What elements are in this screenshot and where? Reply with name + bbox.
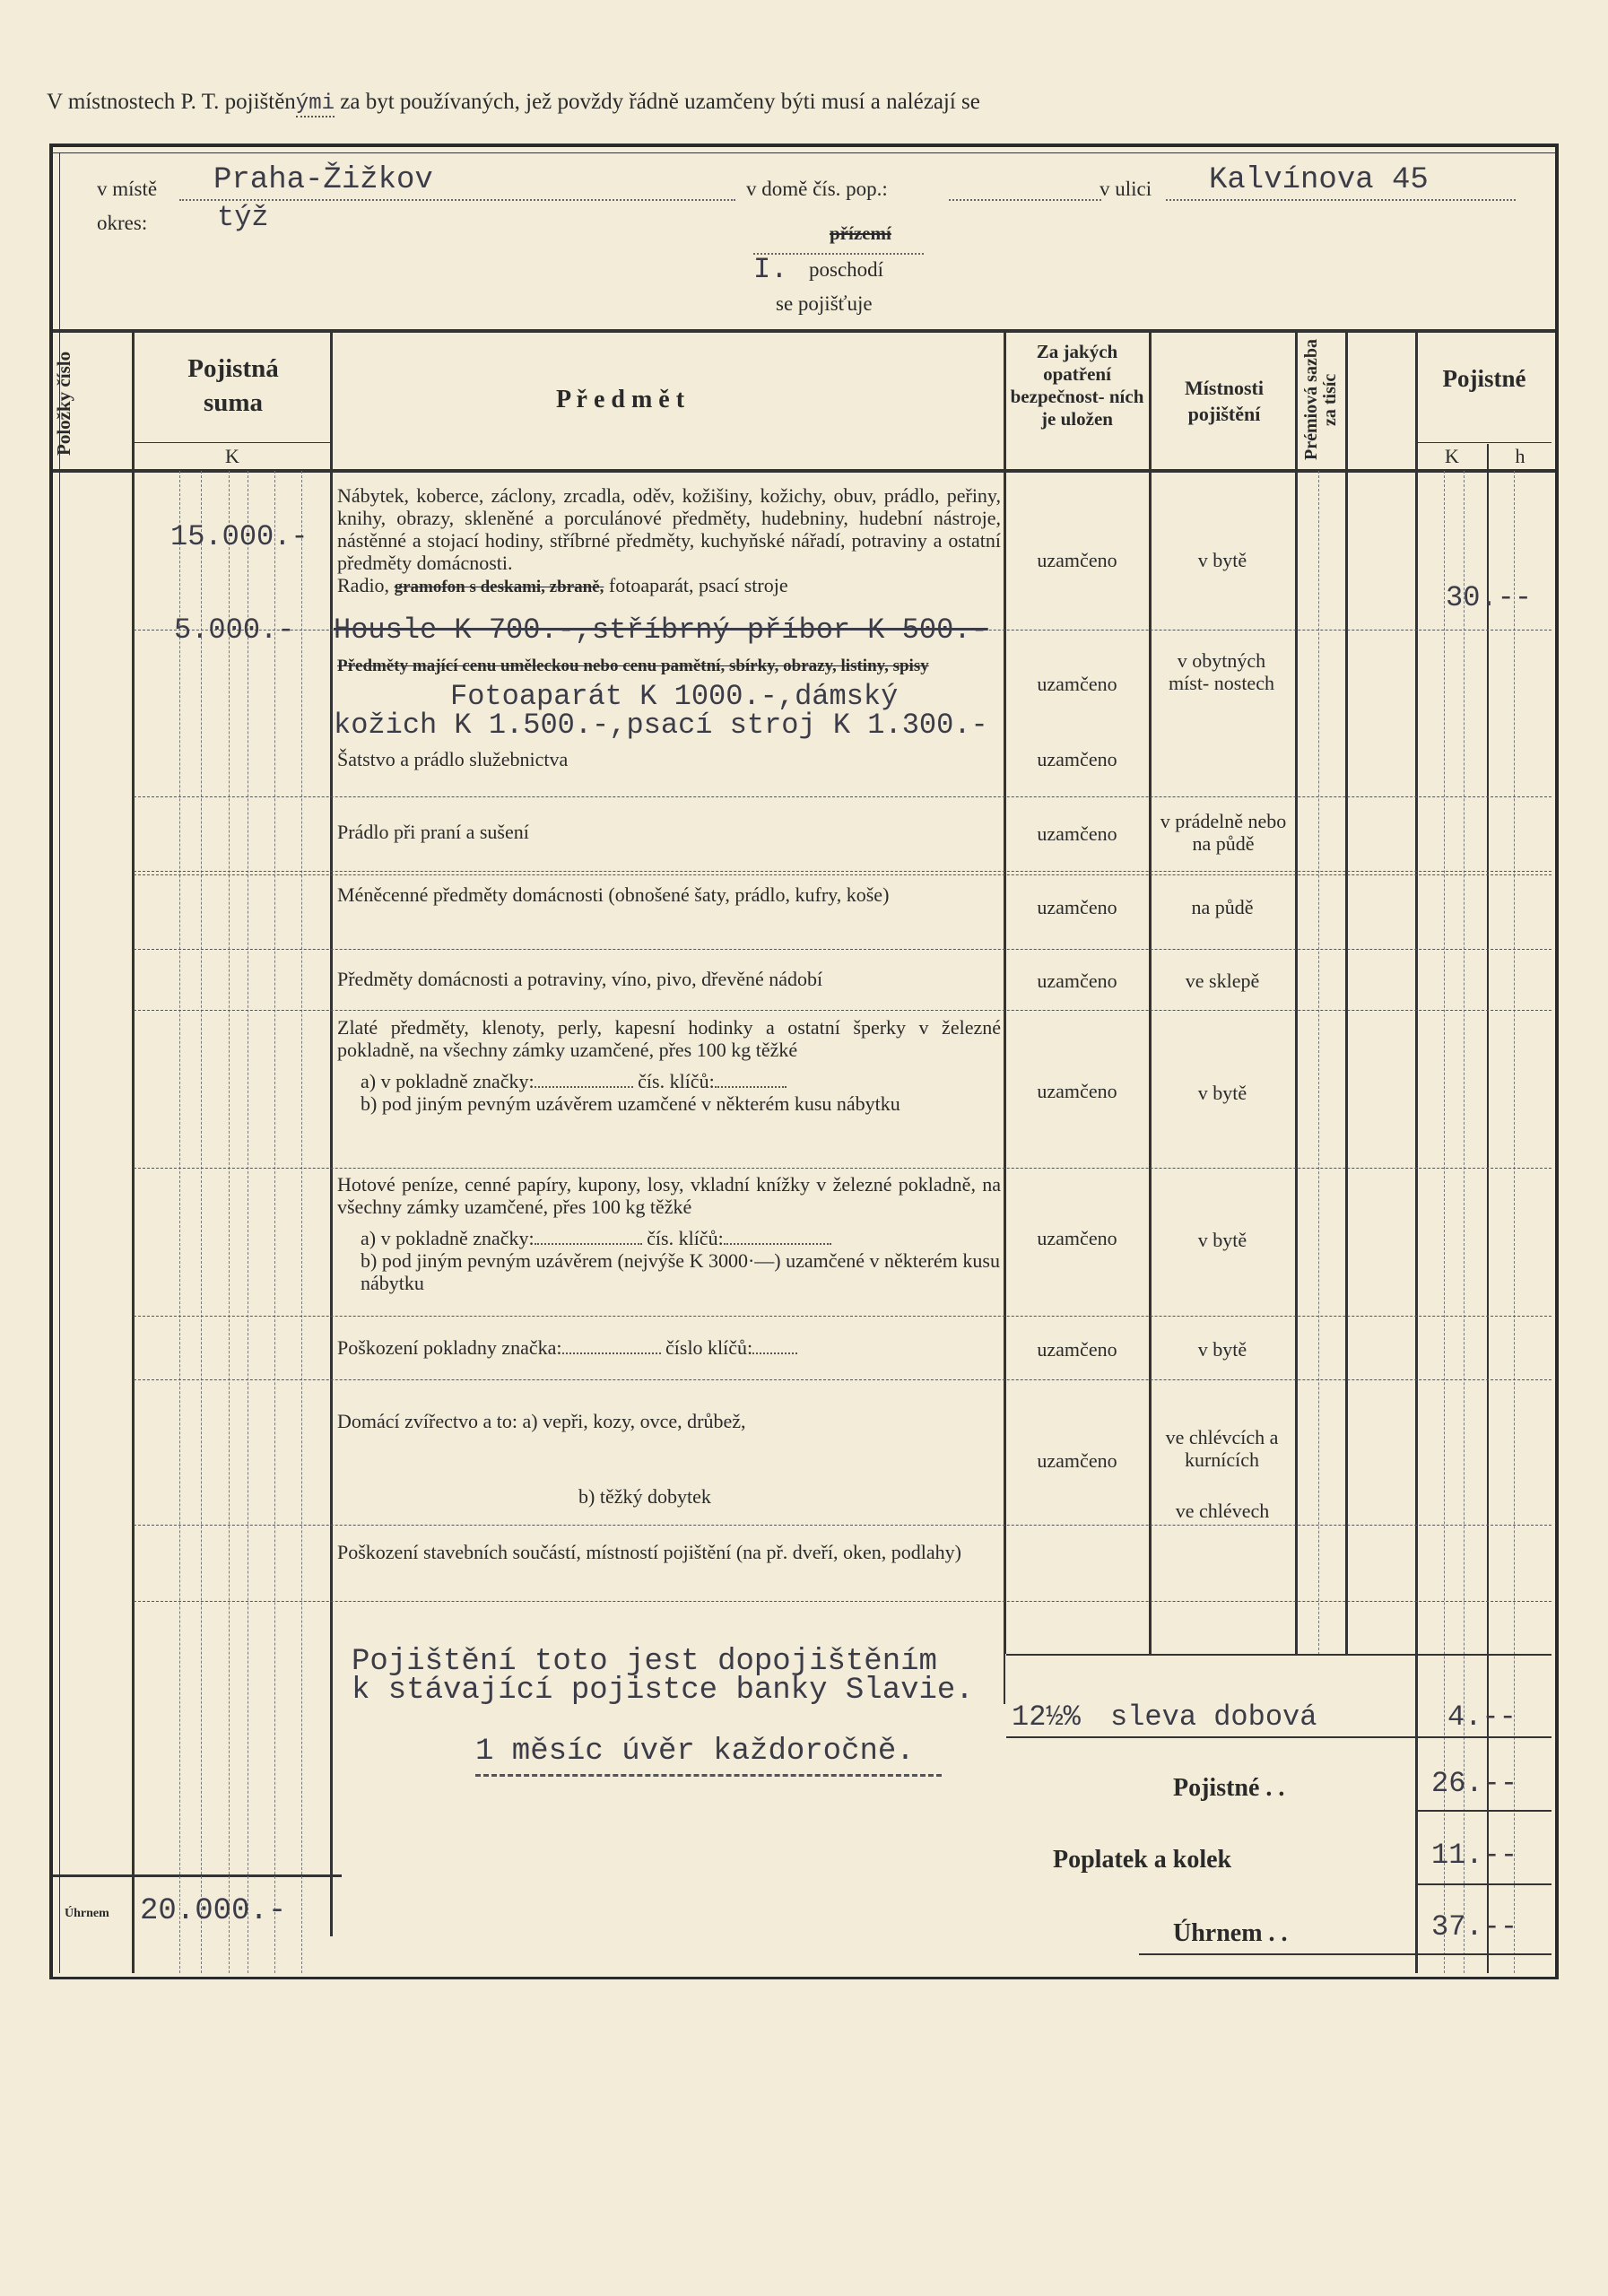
row7-security: uzamčeno xyxy=(1037,1080,1117,1102)
sum-total-label: Úhrnem xyxy=(65,1907,109,1920)
header-security: Za jakých opatření bezpečnost- ních je uložen xyxy=(1010,341,1144,430)
row5-rooms: na půdě xyxy=(1191,896,1254,918)
row4-security: uzamčeno xyxy=(1037,822,1117,845)
row6-subject: Předměty domácnosti a potraviny, víno, pivo, dřevěné nádobí xyxy=(337,968,823,990)
intro-typed-suffix: ými xyxy=(295,91,335,116)
row6-security: uzamčeno xyxy=(1037,970,1117,992)
ground-floor-struck: přízemí xyxy=(830,222,891,244)
header-premium-k: K xyxy=(1445,445,1459,467)
discount-fraction: 12½% xyxy=(1012,1700,1081,1734)
discount-label: sleva dobová xyxy=(1110,1700,1317,1734)
row2-typed-line3: kožich K 1.500.-,psací stroj K 1.300.- xyxy=(334,709,988,742)
place-value: Praha-Žižkov xyxy=(213,163,433,197)
row9-subject: Poškození pokladny značka: číslo klíčů: xyxy=(337,1336,1001,1359)
header-rooms: Místnosti pojištění xyxy=(1185,377,1264,425)
row2-subject-struck: Předměty mající cenu uměleckou nebo cenu pamětní, sbírky, obrazy, listiny, spisy xyxy=(337,657,929,675)
row9-rooms: v bytě xyxy=(1197,1338,1247,1361)
row10-security: uzamčeno xyxy=(1037,1449,1117,1472)
district-value: týž xyxy=(217,201,269,234)
row8-security: uzamčeno xyxy=(1037,1227,1117,1249)
grand-total-value: 37.-- xyxy=(1431,1910,1518,1944)
street-label: v ulici xyxy=(1100,178,1152,200)
row9-security: uzamčeno xyxy=(1037,1338,1117,1361)
row3-subject: Šatstvo a prádlo služebnictva xyxy=(337,748,569,770)
header-insured-sum: Pojistná suma xyxy=(187,354,279,417)
row7-subject: Zlaté předměty, klenoty, perly, kapesní hodinky a ostatní šperky v železné pokladně, na všechny zámky uzamčené, přes 100 kg těžké a) v pokladně značky: čís. klíčů: b) pod jiným pevným uzávěrem uzamčené v některém kusu nábytku xyxy=(337,1016,1001,1115)
header-rate: Prémiová sazba za tisíc xyxy=(1301,339,1340,461)
discount-value: 4.-- xyxy=(1447,1700,1517,1734)
header-item-number: Položky číslo xyxy=(53,351,74,457)
row11-subject: Poškození stavebních součástí, místností pojištění (na př. dveří, oken, podlahy) xyxy=(337,1541,961,1563)
district-label: okres: xyxy=(97,212,148,234)
intro-line: V místnostech P. T. pojištěnými za byt používaných, jež povždy řádně uzamčeny býti musí a nalézají se xyxy=(47,90,980,116)
note-line3: 1 měsíc úvěr každoročně. xyxy=(475,1735,915,1769)
row2-rooms: v obytných míst- nostech xyxy=(1169,649,1274,694)
header-sum-unit: K xyxy=(225,445,239,467)
floor-label: poschodí xyxy=(809,258,884,281)
house-number-label: v domě čís. pop.: xyxy=(746,178,888,200)
premium-total-value: 26.-- xyxy=(1431,1767,1518,1800)
row1-subject: Nábytek, koberce, záclony, zrcadla, oděv, kožišiny, kožichy, obuv, prádlo, peřiny, knihy, obrazy, skleněné a porculánové předměty, hudebniny, hudební nástroje, nástěnné a stojací hodiny, stříbrné předměty, kuchyňské nářadí, potraviny a ostatní předměty domácnosti. Radio, gramofon s deskami, zbraně, fotoaparát, psací stroje xyxy=(337,484,1001,596)
row8-rooms: v bytě xyxy=(1197,1229,1247,1251)
premium-total-label: Pojistné . . xyxy=(1173,1774,1285,1802)
row3-security: uzamčeno xyxy=(1037,748,1117,770)
header-premium: Pojistné xyxy=(1442,365,1526,392)
row1-rooms: v bytě xyxy=(1197,549,1247,571)
row8-subject: Hotové peníze, cenné papíry, kupony, losy, vkladní knížky v železné pokladně, na všechny zámky uzamčené, přes 100 kg těžké a) v pokladně značky: čís. klíčů: b) pod jiným pevným uzávěrem (nejvýše K 3000·—) uzamčené v některém kusu nábytku xyxy=(337,1173,1001,1294)
insured-label: se pojišťuje xyxy=(776,292,873,315)
row5-security: uzamčeno xyxy=(1037,896,1117,918)
place-label: v místě xyxy=(97,178,158,200)
row6-rooms: ve sklepě xyxy=(1185,970,1260,992)
floor-value: I. xyxy=(753,253,788,286)
row1-security: uzamčeno xyxy=(1037,549,1117,571)
row7-rooms: v bytě xyxy=(1197,1082,1247,1104)
row2-sum: 5.000.- xyxy=(174,613,295,647)
header-subject: P ř e d m ě t xyxy=(556,386,685,413)
row1-premium: 30.-- xyxy=(1446,581,1533,614)
row10-rooms: ve chlévcích a kurnících xyxy=(1165,1426,1279,1471)
street-value: Kalvínova 45 xyxy=(1209,163,1429,197)
row4-rooms: v prádelně nebo na půdě xyxy=(1160,810,1287,855)
fee-label: Poplatek a kolek xyxy=(1053,1846,1232,1874)
fee-value: 11.-- xyxy=(1431,1839,1518,1872)
header-premium-h: h xyxy=(1515,445,1525,467)
row4-subject: Prádlo při praní a sušení xyxy=(337,821,529,843)
row2-typed-line2: Fotoaparát K 1000.-,dámský xyxy=(450,680,899,713)
row10-rooms-b: ve chlévech xyxy=(1175,1500,1270,1522)
row1-sum: 15.000.- xyxy=(170,520,309,553)
row2-typed-line1: Housle K 700.-,stříbrný příbor K 500.- xyxy=(334,613,988,647)
row2-security: uzamčeno xyxy=(1037,673,1117,695)
note-line1: Pojištění toto jest dopojištěním xyxy=(352,1645,937,1679)
note-line2: k stávající pojistce banky Slavie. xyxy=(352,1674,974,1708)
row5-subject: Méněcenné předměty domácnosti (obnošené šaty, prádlo, kufry, koše) xyxy=(337,883,890,906)
sum-total-value: 20.000.- xyxy=(140,1894,287,1928)
row10-subject: Domácí zvířectvo a to: a) vepři, kozy, ovce, drůbež, xyxy=(337,1410,746,1432)
row10-subject-b: b) těžký dobytek xyxy=(578,1485,711,1508)
grand-total-label: Úhrnem . . xyxy=(1173,1919,1288,1947)
